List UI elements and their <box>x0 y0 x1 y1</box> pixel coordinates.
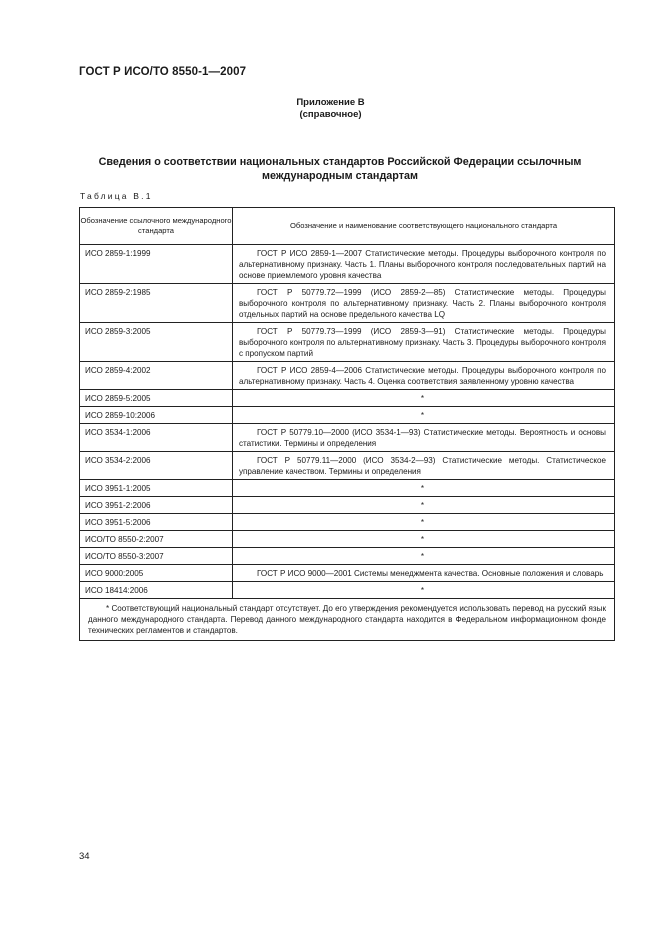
national-standard-cell <box>233 452 615 480</box>
document-title: ГОСТ Р ИСО/ТО 8550-1—2007 <box>79 66 247 78</box>
national-standard-cell <box>233 284 615 323</box>
footnote-text: * Соответствующий национальный стандарт отсутствует. До его утверждения рекомендуется использовать перевод на русский язык данного международного стандарта. Перевод данного международного стандарта находится в Федеральном информационном фонде технических регламентов и стандартов. <box>88 604 606 635</box>
national-standard-cell <box>233 565 615 582</box>
no-national-standard-marker: * <box>233 531 615 548</box>
no-national-standard-marker: * <box>233 548 615 565</box>
international-standard-cell: ИСО 9000:2005 <box>80 565 233 582</box>
no-national-standard-marker: * <box>233 582 615 599</box>
table-row <box>80 407 615 424</box>
national-standard-text: ГОСТ Р 50779.72—1999 (ИСО 2859-2—85) Статистические методы. Процедуры выборочного контроля по альтернативному признаку. Часть 2. Планы выборочного контроля отдельных партий на основе предельного качества LQ <box>239 288 606 319</box>
no-national-standard-marker: * <box>233 407 615 424</box>
no-national-standard-marker: * <box>233 390 615 407</box>
table-row <box>80 497 615 514</box>
table-row <box>80 362 615 390</box>
national-standard-text: ГОСТ Р 50779.11—2000 (ИСО 3534-2—93) Статистические методы. Статистическое управление качеством. Термины и определения <box>239 456 606 476</box>
table-row <box>80 480 615 497</box>
national-standard-cell <box>233 323 615 362</box>
table-header-row <box>80 208 615 245</box>
national-standard-text: ГОСТ Р ИСО 2859-1—2007 Статистические методы. Процедуры выборочного контроля по альтернативному признаку. Часть 1. Планы выборочного контроля последовательных партий на основе приемлемого уровня качества <box>239 249 606 280</box>
section-heading: Сведения о соответствии национальных стандартов Российской Федерации ссылочным международным стандартам <box>98 156 582 182</box>
table-row <box>80 284 615 323</box>
table-body <box>80 245 615 599</box>
table-row <box>80 424 615 452</box>
international-standard-cell: ИСО 2859-1:1999 <box>80 245 233 284</box>
no-national-standard-marker: * <box>233 514 615 531</box>
international-standard-cell: ИСО 2859-4:2002 <box>80 362 233 390</box>
table-row <box>80 452 615 480</box>
national-standard-text: ГОСТ Р ИСО 2859-4—2006 Статистические методы. Процедуры выборочного контроля по альтернативному признаку. Часть 4. Оценка соответствия заявленному уровню качества <box>239 366 606 386</box>
column-header-national: Обозначение и наименование соответствующего национального стандарта <box>233 208 615 245</box>
table-row <box>80 582 615 599</box>
national-standard-text: ГОСТ Р ИСО 9000—2001 Системы менеджмента качества. Основные положения и словарь <box>257 569 604 578</box>
table-row <box>80 390 615 407</box>
table-footnote-row <box>80 599 615 641</box>
national-standard-cell <box>233 362 615 390</box>
no-national-standard-marker: * <box>233 497 615 514</box>
national-standard-cell <box>233 424 615 452</box>
international-standard-cell: ИСО 2859-3:2005 <box>80 323 233 362</box>
international-standard-cell: ИСО 3534-2:2006 <box>80 452 233 480</box>
table-footnote <box>80 599 615 641</box>
standards-correspondence-table <box>79 207 615 641</box>
annex-type: (справочное) <box>299 109 362 120</box>
national-standard-cell <box>233 245 615 284</box>
international-standard-cell: ИСО 18414:2006 <box>80 582 233 599</box>
international-standard-cell: ИСО 3951-5:2006 <box>80 514 233 531</box>
national-standard-text: ГОСТ Р 50779.10—2000 (ИСО 3534-1—93) Статистические методы. Вероятность и основы статистики. Термины и определения <box>239 428 606 448</box>
annex-title: Приложение В <box>296 97 365 108</box>
international-standard-cell: ИСО 2859-2:1985 <box>80 284 233 323</box>
table-row <box>80 548 615 565</box>
international-standard-cell: ИСО 3951-2:2006 <box>80 497 233 514</box>
no-national-standard-marker: * <box>233 480 615 497</box>
international-standard-cell: ИСО 3951-1:2005 <box>80 480 233 497</box>
table-row <box>80 565 615 582</box>
international-standard-cell: ИСО/ТО 8550-3:2007 <box>80 548 233 565</box>
column-header-international: Обозначение ссылочного международного стандарта <box>80 208 233 245</box>
page-number: 34 <box>79 851 90 862</box>
table-row <box>80 531 615 548</box>
international-standard-cell: ИСО/ТО 8550-2:2007 <box>80 531 233 548</box>
table-caption: Таблица В.1 <box>80 191 153 201</box>
table-row <box>80 514 615 531</box>
table-row <box>80 245 615 284</box>
international-standard-cell: ИСО 2859-5:2005 <box>80 390 233 407</box>
international-standard-cell: ИСО 3534-1:2006 <box>80 424 233 452</box>
international-standard-cell: ИСО 2859-10:2006 <box>80 407 233 424</box>
national-standard-text: ГОСТ Р 50779.73—1999 (ИСО 2859-3—91) Статистические методы. Процедуры выборочного контроля по альтернативному признаку. Часть 3. Процедуры выборочного контроля с пропуском партий <box>239 327 606 358</box>
table-row <box>80 323 615 362</box>
